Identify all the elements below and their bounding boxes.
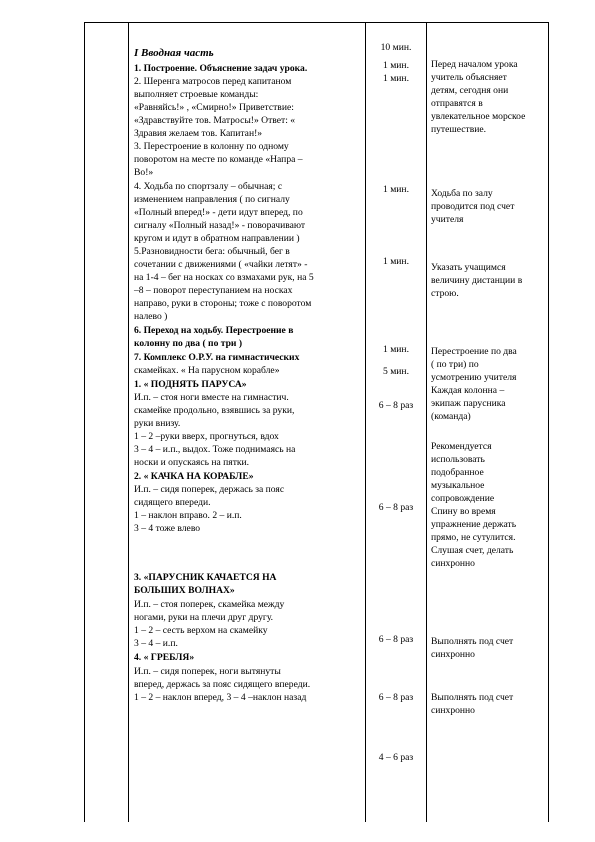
- lesson-text-line: 3. «ПАРУСНИК КАЧАЕТСЯ НА: [134, 572, 277, 583]
- lesson-text-line: 3 – 4 тоже влево: [134, 523, 201, 534]
- teacher-note-line: Каждая колонна –: [431, 385, 505, 396]
- teacher-note-line: Перед началом урока: [431, 59, 518, 70]
- duration-text: 1 мин.: [383, 256, 409, 267]
- teacher-note-line: детям, сегодня они: [431, 85, 509, 96]
- teacher-note-line: путешествие.: [431, 124, 487, 135]
- teacher-note-line: подобранное: [431, 467, 484, 478]
- duration-text: 6 – 8 раз: [378, 400, 414, 411]
- lesson-text-line: 5.Разновидности бега: обычный, бег в: [134, 246, 290, 257]
- duration-text: 6 – 8 раз: [378, 502, 414, 513]
- table-column-divider: [426, 22, 427, 822]
- lesson-text-line: 1 – 2 – сесть верхом на скамейку: [134, 625, 268, 636]
- lesson-text-line: 3 – 4 – и.п.: [134, 638, 178, 649]
- duration-text: 1 мин.: [383, 184, 409, 195]
- lesson-text-line: поворотом на месте по команде «Напра –: [134, 154, 303, 165]
- teacher-note-line: Перестроение по два: [431, 346, 517, 357]
- teacher-note-line: экипаж парусника: [431, 398, 506, 409]
- teacher-note-line: использовать: [431, 454, 485, 465]
- teacher-note-line: ( по три) по: [431, 359, 479, 370]
- teacher-note-line: учителя: [431, 214, 464, 225]
- duration-text: 10 мин.: [380, 42, 412, 53]
- lesson-text-line: «Здравствуйте тов. Матросы!» Ответ: «: [134, 115, 296, 126]
- teacher-note-line: Спину во время: [431, 506, 496, 517]
- teacher-note-line: строю.: [431, 288, 459, 299]
- lesson-text-line: 1 – 2 – наклон вперед, 3 – 4 –наклон назад: [134, 692, 307, 703]
- teacher-note-line: Указать учащимся: [431, 262, 506, 273]
- teacher-note-line: учитель объясняет: [431, 72, 507, 83]
- teacher-note-line: синхронно: [431, 705, 475, 716]
- lesson-text-line: 1 – 2 –руки вверх, прогнуться, вдох: [134, 431, 279, 442]
- teacher-note-line: усмотрению учителя: [431, 372, 517, 383]
- lesson-text-line: изменением направления ( по сигналу: [134, 194, 290, 205]
- lesson-text-line: скамейке продольно, взявшись за руки,: [134, 405, 295, 416]
- teacher-note-line: величину дистанции в: [431, 275, 523, 286]
- lesson-text-line: носки и опускаясь на пятки.: [134, 457, 250, 468]
- lesson-text-line: 1. « ПОДНЯТЬ ПАРУСА»: [134, 379, 247, 390]
- lesson-text-line: кругом и идут в обратном направлении ): [134, 233, 300, 244]
- lesson-text-line: 3 – 4 – и.п., выдох. Тоже поднимаясь на: [134, 444, 296, 455]
- teacher-note-line: синхронно: [431, 649, 475, 660]
- teacher-note-line: Выполнять под счет: [431, 692, 514, 703]
- teacher-note-line: проводится под счет: [431, 201, 515, 212]
- lesson-text-line: 4. Ходьба по спортзалу – обычная; с: [134, 181, 283, 192]
- lesson-text-line: 7. Комплекс О.Р.У. на гимнастических: [134, 352, 300, 363]
- lesson-text-line: ногами, руки на плечи друг другу.: [134, 612, 274, 623]
- table-top-border: [84, 22, 549, 23]
- teacher-note-line: Ходьба по залу: [431, 188, 493, 199]
- duration-text: 1 мин.: [383, 73, 409, 84]
- teacher-note-line: отправятся в: [431, 98, 483, 109]
- lesson-text-line: скамейках. « На парусном корабле»: [134, 365, 280, 376]
- teacher-note-line: Слушая счет, делать: [431, 545, 514, 556]
- table-column-divider: [128, 22, 129, 822]
- lesson-text-line: Здравия желаем тов. Капитан!»: [134, 128, 263, 139]
- teacher-note-line: музыкальное: [431, 480, 485, 491]
- lesson-text-line: И.п. – сидя поперек, ноги вытянуты: [134, 666, 281, 677]
- lesson-text-line: вперед, держась за пояс сидящего впереди.: [134, 679, 311, 690]
- lesson-text-line: 2. « КАЧКА НА КОРАБЛЕ»: [134, 471, 254, 482]
- lesson-text-line: 3. Перестроение в колонну по одному: [134, 141, 289, 152]
- teacher-note-line: упражнение держать: [431, 519, 517, 530]
- duration-text: 5 мин.: [383, 366, 409, 377]
- duration-text: 1 мин.: [383, 60, 409, 71]
- teacher-note-line: прямо, не сутулится.: [431, 532, 516, 543]
- lesson-text-line: налево ): [134, 311, 168, 322]
- duration-text: 1 мин.: [383, 344, 409, 355]
- lesson-text-line: I Вводная часть: [134, 47, 214, 59]
- teacher-note-line: синхронно: [431, 558, 475, 569]
- lesson-text-line: И.п. – сидя поперек, держась за пояс: [134, 484, 285, 495]
- teacher-note-line: (команда): [431, 411, 471, 422]
- lesson-text-line: И.п. – стоя поперек, скамейка между: [134, 599, 285, 610]
- lesson-text-line: сочетании с движениями ( «чайки летят» -: [134, 259, 308, 270]
- teacher-note-line: сопровождение: [431, 493, 495, 504]
- lesson-text-line: сигналу «Полный назад!» - поворачивают: [134, 220, 306, 231]
- lesson-text-line: на 1-4 – бег на носках со взмахами рук, на 5: [134, 272, 314, 283]
- teacher-note-line: Рекомендуется: [431, 441, 492, 452]
- lesson-text-line: «Полный вперед!» - дети идут вперед, по: [134, 207, 303, 218]
- teacher-note-line: Выполнять под счет: [431, 636, 514, 647]
- lesson-text-line: сидящего впереди.: [134, 497, 211, 508]
- lesson-text-line: 1. Построение. Объяснение задач урока.: [134, 63, 308, 74]
- lesson-text-line: 1 – наклон вправо. 2 – и.п.: [134, 510, 242, 521]
- duration-text: 6 – 8 раз: [378, 634, 414, 645]
- lesson-text-line: 6. Переход на ходьбу. Перестроение в: [134, 325, 294, 336]
- lesson-text-line: –8 – поворот переступанием на носках: [134, 285, 293, 296]
- table-border-right: [548, 22, 549, 822]
- table-border-left: [84, 22, 85, 822]
- lesson-text-line: «Равняйсь!» , «Смирно!» Приветствие:: [134, 102, 294, 113]
- lesson-text-line: 4. « ГРЕБЛЯ»: [134, 652, 195, 663]
- duration-text: 6 – 8 раз: [378, 692, 414, 703]
- lesson-text-line: И.п. – стоя ноги вместе на гимнастич.: [134, 392, 289, 403]
- lesson-text-line: выполняет строевые команды:: [134, 89, 259, 100]
- duration-text: 4 – 6 раз: [378, 752, 414, 763]
- lesson-text-line: 2. Шеренга матросов перед капитаном: [134, 76, 292, 87]
- lesson-text-line: Во!»: [134, 167, 154, 178]
- lesson-text-line: направо, руки в стороны; тоже с поворотом: [134, 298, 312, 309]
- lesson-text-line: БОЛЬШИХ ВОЛНАХ»: [134, 585, 235, 596]
- teacher-note-line: увлекательное морское: [431, 111, 526, 122]
- lesson-text-line: колонну по два ( по три ): [134, 338, 243, 349]
- lesson-text-line: руки внизу.: [134, 418, 181, 429]
